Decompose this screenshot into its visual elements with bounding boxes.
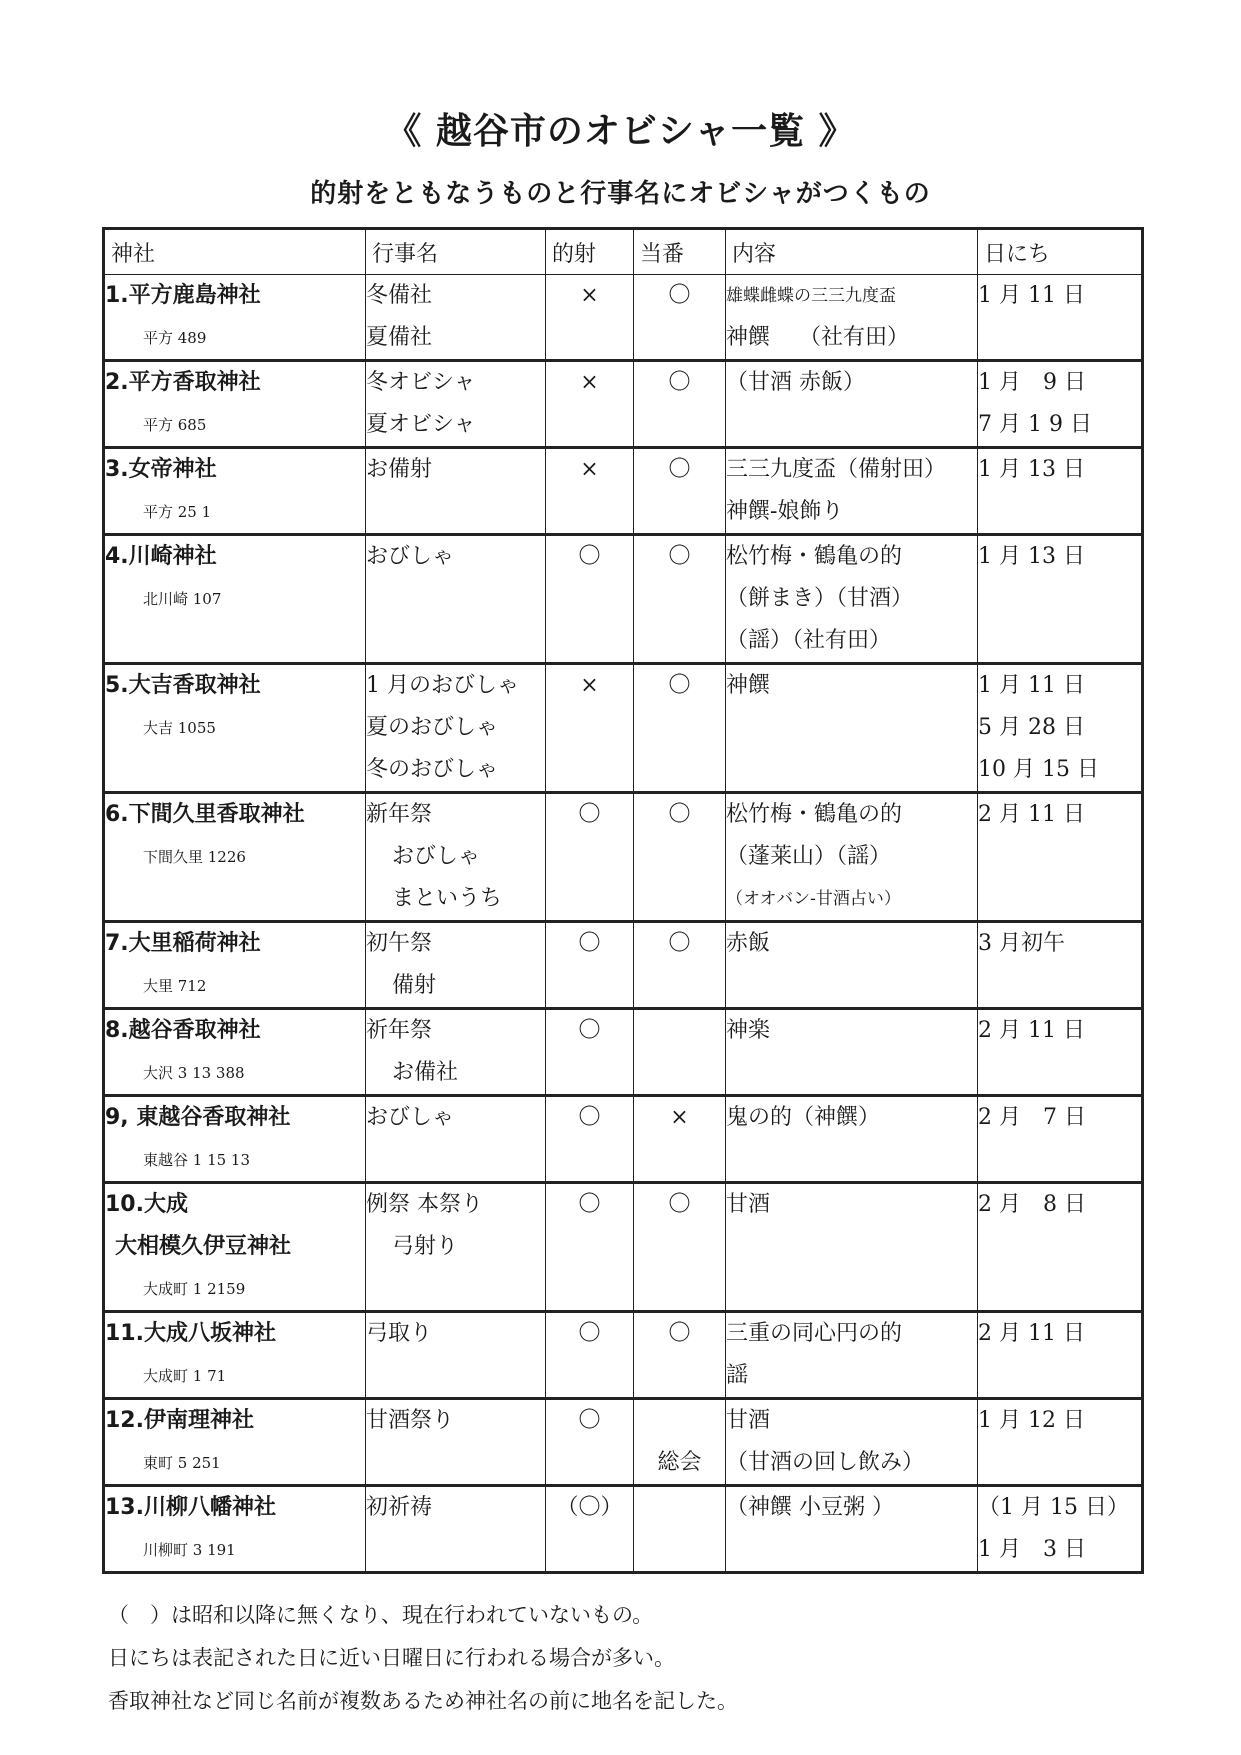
cell-shrine: [104, 1009, 366, 1096]
content-text: 謡: [726, 1363, 749, 1388]
event-name: 新年祭: [366, 802, 433, 827]
event-name: 初祈祷: [366, 1495, 433, 1520]
date-text: 2 月 11 日: [978, 1321, 1085, 1346]
table-row: [104, 1096, 1143, 1183]
date-text: 1 月 11 日: [978, 283, 1085, 308]
cell-content: [726, 1312, 978, 1399]
content-text: 三重の同心円の的: [726, 1321, 903, 1346]
shrine-name: 10.大成: [105, 1192, 188, 1217]
duty-mark: [634, 1400, 725, 1442]
duty-mark: 〇: [668, 370, 691, 395]
cell-content: [726, 1096, 978, 1183]
cell-duty: [634, 1009, 726, 1096]
table-row: [104, 1312, 1143, 1399]
content-text: 甘酒: [726, 1192, 771, 1217]
shrine-address: 北川崎 107: [143, 590, 222, 608]
event-name: 夏オビシャ: [366, 412, 476, 437]
table-row: [104, 1009, 1143, 1096]
cell-event: [366, 275, 546, 361]
shrine-address: 大沢 3 13 388: [143, 1064, 245, 1082]
target-mark: 〇: [578, 1018, 601, 1043]
cell-duty: [634, 664, 726, 793]
cell-duty: [634, 793, 726, 922]
table-row: [104, 922, 1143, 1009]
content-text: 雄蝶雌蝶の三三九度盃: [726, 286, 896, 306]
cell-target: [546, 1009, 634, 1096]
footnote: （ ）は昭和以降に無くなり、現在行われていないもの。: [108, 1603, 654, 1627]
obisha-table: [102, 227, 1144, 1574]
target-mark: ×: [580, 673, 599, 698]
shrine-name: 11.大成八坂神社: [105, 1321, 276, 1346]
cell-target: [546, 1096, 634, 1183]
event-name: 例祭 本祭り: [366, 1192, 483, 1217]
cell-date: [978, 1399, 1143, 1486]
content-text: 甘酒: [726, 1408, 771, 1433]
cell-shrine: [104, 275, 366, 361]
cell-date: [978, 922, 1143, 1009]
duty-mark: 〇: [668, 931, 691, 956]
cell-duty: [634, 1312, 726, 1399]
event-name: まというち: [392, 886, 503, 911]
header-content: 内容: [726, 229, 978, 275]
cell-date: [978, 1009, 1143, 1096]
event-name: 祈年祭: [366, 1018, 433, 1043]
cell-target: [546, 535, 634, 664]
cell-event: [366, 361, 546, 448]
date-text: 1 月 13 日: [978, 544, 1085, 569]
cell-shrine: [104, 361, 366, 448]
content-text: （蓬莱山）（謡）: [726, 844, 892, 869]
cell-date: [978, 1486, 1143, 1573]
event-name: 弓取り: [366, 1321, 433, 1346]
cell-date: [978, 1312, 1143, 1399]
shrine-name: 13.川柳八幡神社: [105, 1495, 276, 1520]
shrine-name: 7.大里稲荷神社: [105, 931, 261, 956]
content-text: 神楽: [726, 1018, 771, 1043]
shrine-name: 12.伊南理神社: [105, 1408, 254, 1433]
table-row: [104, 448, 1143, 535]
cell-event: [366, 1183, 546, 1312]
shrine-address: 平方 685: [143, 416, 207, 434]
date-text: 3 月初午: [978, 931, 1065, 956]
footnote: 香取神社など同じ名前が複数あるため神社名の前に地名を記した。: [108, 1689, 738, 1713]
date-text: 1 月 3 日: [978, 1537, 1086, 1562]
cell-event: [366, 1009, 546, 1096]
target-mark: 〇: [578, 544, 601, 569]
date-text: 2 月 7 日: [978, 1105, 1086, 1130]
cell-content: [726, 448, 978, 535]
target-mark: 〇: [578, 1408, 601, 1433]
cell-event: [366, 448, 546, 535]
event-name: 1 月のおびしゃ: [366, 673, 519, 698]
header-event: 行事名: [366, 229, 546, 275]
content-text: （甘酒の回し飲み）: [726, 1450, 925, 1475]
table-header-row: [104, 229, 1143, 275]
target-mark: ×: [580, 457, 599, 482]
target-mark: （〇）: [556, 1495, 623, 1520]
cell-shrine: [104, 535, 366, 664]
content-text: 神饌-娘飾り: [726, 499, 844, 524]
cell-shrine: [104, 1183, 366, 1312]
content-text: 神饌: [726, 673, 771, 698]
cell-event: [366, 793, 546, 922]
event-name: 冬オビシャ: [366, 370, 476, 395]
cell-target: [546, 664, 634, 793]
date-text: 2 月 8 日: [978, 1192, 1086, 1217]
shrine-address: 東越谷 1 15 13: [143, 1151, 251, 1169]
cell-event: [366, 1399, 546, 1486]
cell-date: [978, 1183, 1143, 1312]
shrine-address: 下間久里 1226: [143, 848, 246, 866]
shrine-name: 9, 東越谷香取神社: [105, 1105, 291, 1130]
target-mark: ×: [580, 370, 599, 395]
date-text: 1 月 12 日: [978, 1408, 1085, 1433]
cell-content: [726, 922, 978, 1009]
shrine-address: 大成町 1 71: [143, 1367, 227, 1385]
target-mark: 〇: [578, 1321, 601, 1346]
table-row: [104, 1399, 1143, 1486]
cell-shrine: [104, 793, 366, 922]
duty-mark: 〇: [668, 1192, 691, 1217]
target-mark: 〇: [578, 802, 601, 827]
content-text: 松竹梅・鶴亀の的: [726, 544, 903, 569]
duty-mark: 〇: [668, 544, 691, 569]
content-text: 松竹梅・鶴亀の的: [726, 802, 903, 827]
cell-target: [546, 448, 634, 535]
shrine-address: 平方 489: [143, 329, 207, 347]
cell-content: [726, 1009, 978, 1096]
event-name: 甘酒祭り: [366, 1408, 455, 1433]
cell-event: [366, 664, 546, 793]
event-name: 初午祭: [366, 931, 433, 956]
cell-shrine: [104, 448, 366, 535]
shrine-name: 1.平方鹿島神社: [105, 283, 261, 308]
cell-event: [366, 1312, 546, 1399]
cell-duty: [634, 448, 726, 535]
cell-target: [546, 922, 634, 1009]
duty-mark: 〇: [668, 1321, 691, 1346]
table-row: [104, 793, 1143, 922]
table-row: [104, 1183, 1143, 1312]
cell-duty: [634, 922, 726, 1009]
header-date: 日にち: [978, 229, 1143, 275]
footnotes: [108, 1594, 738, 1723]
cell-event: [366, 1486, 546, 1573]
table-body: [104, 275, 1143, 1573]
cell-target: [546, 1399, 634, 1486]
shrine-address: 平方 25 1: [143, 503, 212, 521]
cell-duty: [634, 361, 726, 448]
content-text: 三三九度盃（備射田）: [726, 457, 947, 482]
footnote: 日にちは表記された日に近い日曜日に行われる場合が多い。: [108, 1646, 675, 1670]
cell-event: [366, 922, 546, 1009]
date-text: 1 月 9 日: [978, 370, 1086, 395]
target-mark: 〇: [578, 1192, 601, 1217]
cell-shrine: [104, 1486, 366, 1573]
cell-target: [546, 1312, 634, 1399]
cell-date: [978, 535, 1143, 664]
content-text: （神饌 小豆粥 ）: [726, 1495, 894, 1520]
header-target: 的射: [546, 229, 634, 275]
cell-content: [726, 664, 978, 793]
shrine-address: 東町 5 251: [143, 1454, 221, 1472]
cell-shrine: [104, 922, 366, 1009]
cell-event: [366, 535, 546, 664]
table-row: [104, 275, 1143, 361]
cell-date: [978, 664, 1143, 793]
cell-date: [978, 275, 1143, 361]
table-row: [104, 664, 1143, 793]
cell-content: [726, 793, 978, 922]
cell-target: [546, 1486, 634, 1573]
target-mark: 〇: [578, 1105, 601, 1130]
cell-target: [546, 275, 634, 361]
cell-target: [546, 793, 634, 922]
cell-date: [978, 448, 1143, 535]
cell-shrine: [104, 1096, 366, 1183]
duty-mark: ×: [670, 1105, 689, 1130]
target-mark: 〇: [578, 931, 601, 956]
event-name: 冬のおびしゃ: [366, 757, 499, 782]
shrine-address: 大吉 1055: [143, 719, 216, 737]
duty-mark: 〇: [668, 673, 691, 698]
shrine-name: 3.女帝神社: [105, 457, 217, 482]
cell-shrine: [104, 1399, 366, 1486]
cell-target: [546, 361, 634, 448]
table-row: [104, 535, 1143, 664]
cell-date: [978, 793, 1143, 922]
cell-content: [726, 1486, 978, 1573]
event-name: 夏のおびしゃ: [366, 715, 499, 740]
event-name: 冬備社: [366, 283, 433, 308]
content-text: （餅まき）（甘酒）: [726, 586, 914, 611]
cell-duty: [634, 1486, 726, 1573]
header-duty: 当番: [634, 229, 726, 275]
content-text: （甘酒 赤飯）: [726, 370, 865, 395]
date-text: 1 月 11 日: [978, 673, 1085, 698]
duty-mark: 〇: [668, 802, 691, 827]
date-text: 10 月 15 日: [978, 757, 1099, 782]
shrine-name: 6.下間久里香取神社: [105, 802, 305, 827]
cell-content: [726, 535, 978, 664]
target-mark: ×: [580, 283, 599, 308]
shrine-name: 5.大吉香取神社: [105, 673, 261, 698]
shrine-address: 川柳町 3 191: [143, 1541, 236, 1559]
date-text: 2 月 11 日: [978, 1018, 1085, 1043]
header-shrine: 神社: [104, 229, 366, 275]
duty-mark: 総会: [657, 1450, 702, 1475]
event-name: おびしゃ: [392, 844, 481, 869]
event-name: 備射: [392, 973, 437, 998]
cell-duty: [634, 535, 726, 664]
content-text: 赤飯: [726, 931, 771, 956]
shrine-address: 大成町 1 2159: [143, 1280, 246, 1298]
event-name: おびしゃ: [366, 544, 455, 569]
cell-duty: [634, 1096, 726, 1183]
cell-target: [546, 1183, 634, 1312]
content-text: （謡）（社有田）: [726, 628, 892, 653]
cell-duty: [634, 1183, 726, 1312]
event-name: お備射: [366, 457, 433, 482]
shrine-name: 2.平方香取神社: [105, 370, 261, 395]
cell-date: [978, 361, 1143, 448]
duty-mark: 〇: [668, 283, 691, 308]
event-name: 弓射り: [392, 1234, 459, 1259]
table-row: [104, 1486, 1143, 1573]
cell-content: [726, 1399, 978, 1486]
date-text: 2 月 11 日: [978, 802, 1085, 827]
cell-content: [726, 361, 978, 448]
shrine-name: 8.越谷香取神社: [105, 1018, 261, 1043]
cell-shrine: [104, 664, 366, 793]
shrine-address: 大里 712: [143, 977, 207, 995]
cell-shrine: [104, 1312, 366, 1399]
duty-mark: 〇: [668, 457, 691, 482]
date-text: （1 月 15 日）: [978, 1495, 1129, 1520]
event-name: 夏備社: [366, 325, 433, 350]
event-name: おびしゃ: [366, 1105, 455, 1130]
cell-duty: [634, 1399, 726, 1486]
shrine-name: 4.川崎神社: [105, 544, 217, 569]
cell-duty: [634, 275, 726, 361]
table-row: [104, 361, 1143, 448]
content-text: 神饌 （社有田）: [726, 325, 909, 350]
page-title: 《 越谷市のオビシャ一覧 》: [385, 111, 856, 152]
cell-content: [726, 1183, 978, 1312]
date-text: 7 月 1 9 日: [978, 412, 1092, 437]
cell-event: [366, 1096, 546, 1183]
date-text: 5 月 28 日: [978, 715, 1085, 740]
date-text: 1 月 13 日: [978, 457, 1085, 482]
cell-content: [726, 275, 978, 361]
content-text: 鬼の的（神饌）: [726, 1105, 881, 1130]
cell-date: [978, 1096, 1143, 1183]
event-name: お備社: [392, 1060, 459, 1085]
content-text: （オオバン-甘酒占い）: [726, 889, 901, 909]
page-subtitle: 的射をともなうものと行事名にオビシャがつくもの: [310, 179, 931, 209]
shrine-name-continued: 大相模久伊豆神社: [115, 1234, 292, 1259]
